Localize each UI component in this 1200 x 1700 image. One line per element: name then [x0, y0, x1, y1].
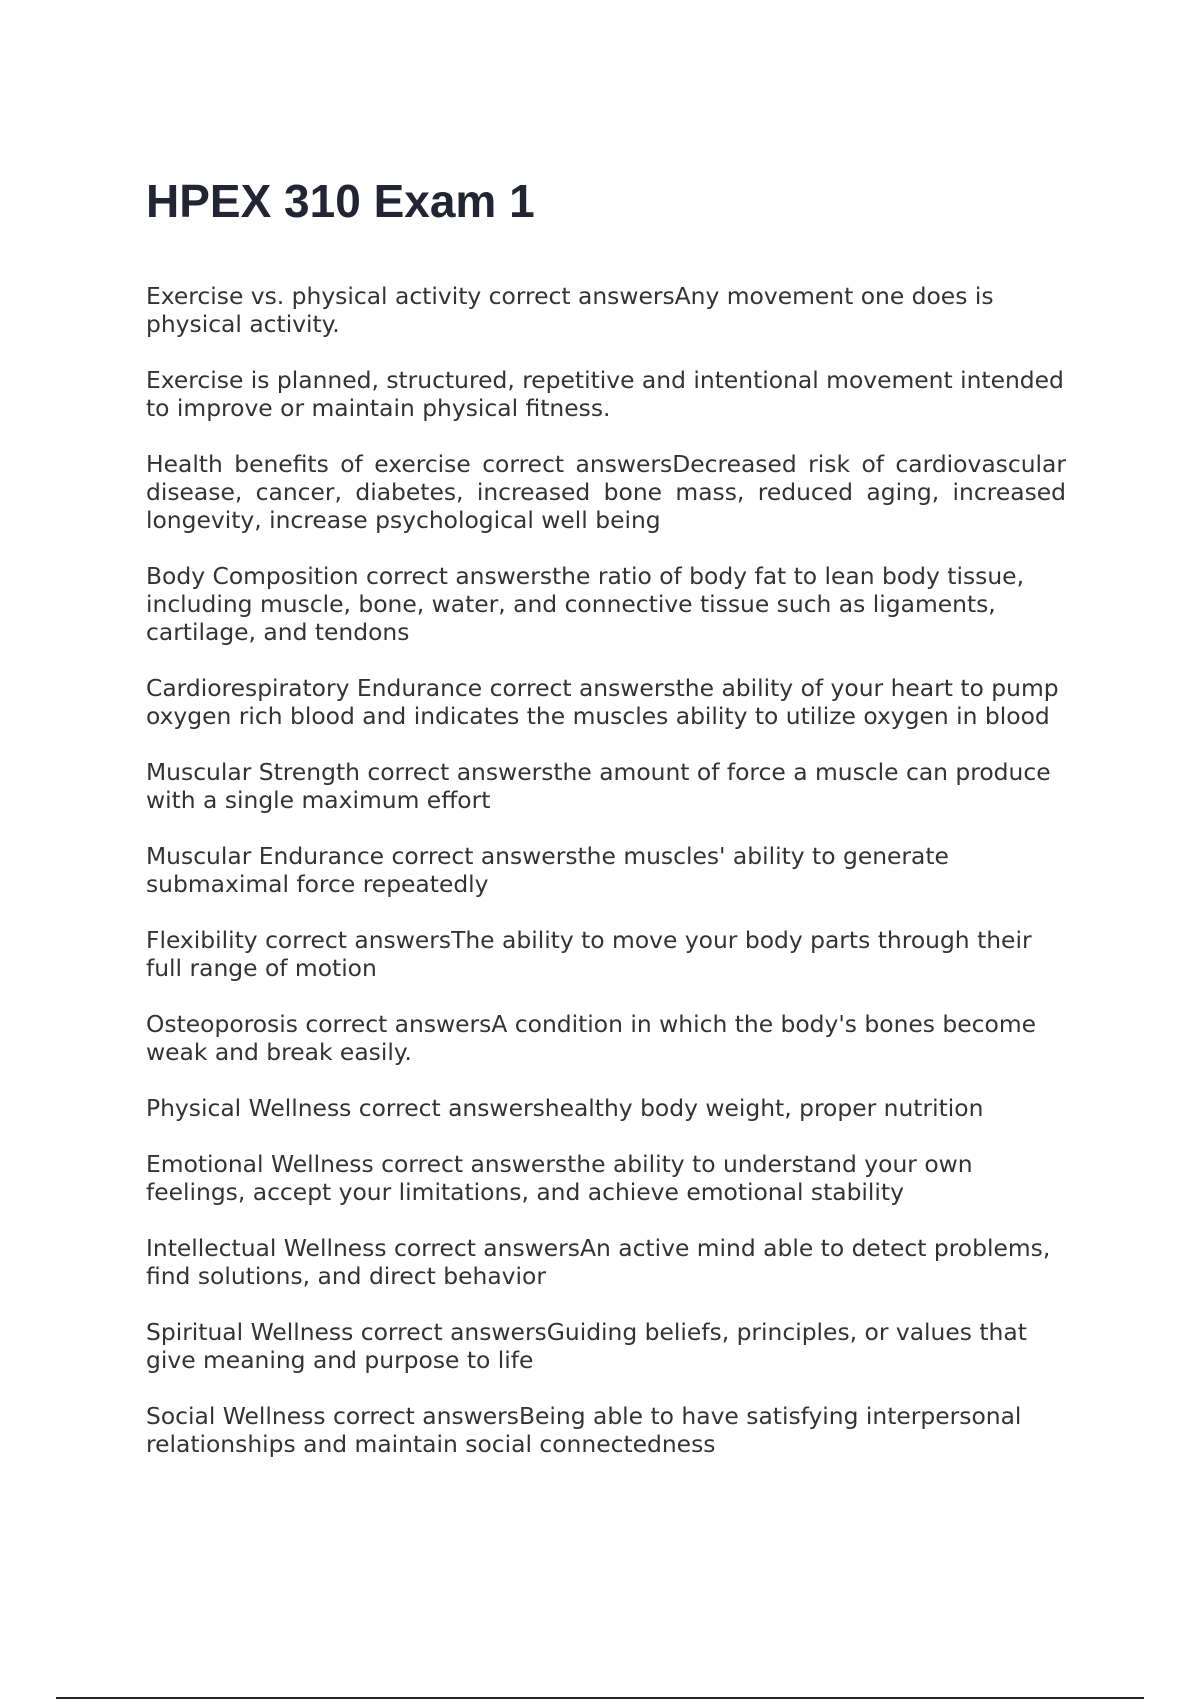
entry-emotional-wellness: Emotional Wellness correct answersthe ability to understand your own feelings, accept your limitations, and achieve emotional stability	[146, 1150, 973, 1206]
entry-physical-wellness: Physical Wellness correct answershealthy body weight, proper nutrition	[146, 1094, 984, 1122]
entry-body-composition: Body Composition correct answersthe ratio of body fat to lean body tissue, including muscle, bone, water, and connective tissue such as ligaments, cartilage, and tendons	[146, 562, 1025, 646]
entry-intellectual-wellness: Intellectual Wellness correct answersAn active mind able to detect problems, find solutions, and direct behavior	[146, 1234, 1051, 1290]
entry-social-wellness: Social Wellness correct answersBeing able to have satisfying interpersonal relationships and maintain social connectedness	[146, 1402, 1022, 1458]
entry-cardiorespiratory-endurance: Cardiorespiratory Endurance correct answersthe ability of your heart to pump oxygen rich blood and indicates the muscles ability to utilize oxygen in blood	[146, 674, 1059, 730]
document-page	[146, 0, 1066, 1486]
entry-exercise-vs-physical-activity: Exercise vs. physical activity correct answersAny movement one does is physical activity.	[146, 282, 994, 338]
entry-list	[146, 282, 1066, 1458]
entry-exercise-definition: Exercise is planned, structured, repetitive and intentional movement intended to improve or maintain physical fitness.	[146, 366, 1064, 422]
document-title: HPEX 310 Exam 1	[146, 175, 535, 227]
entry-flexibility: Flexibility correct answersThe ability to move your body parts through their full range of motion	[146, 926, 1032, 982]
entry-spiritual-wellness: Spiritual Wellness correct answersGuiding beliefs, principles, or values that give meaning and purpose to life	[146, 1318, 1027, 1374]
entry-health-benefits: Health benefits of exercise correct answersDecreased risk of cardiovascular disease, cancer, diabetes, increased bone mass, reduced aging, increased longevity, increase psychological well being	[146, 450, 1066, 534]
footer-divider	[56, 1697, 1144, 1699]
entry-osteoporosis: Osteoporosis correct answersA condition in which the body's bones become weak and break easily.	[146, 1010, 1037, 1066]
entry-muscular-endurance: Muscular Endurance correct answersthe muscles' ability to generate submaximal force repeatedly	[146, 842, 949, 898]
entry-muscular-strength: Muscular Strength correct answersthe amount of force a muscle can produce with a single maximum effort	[146, 758, 1051, 814]
